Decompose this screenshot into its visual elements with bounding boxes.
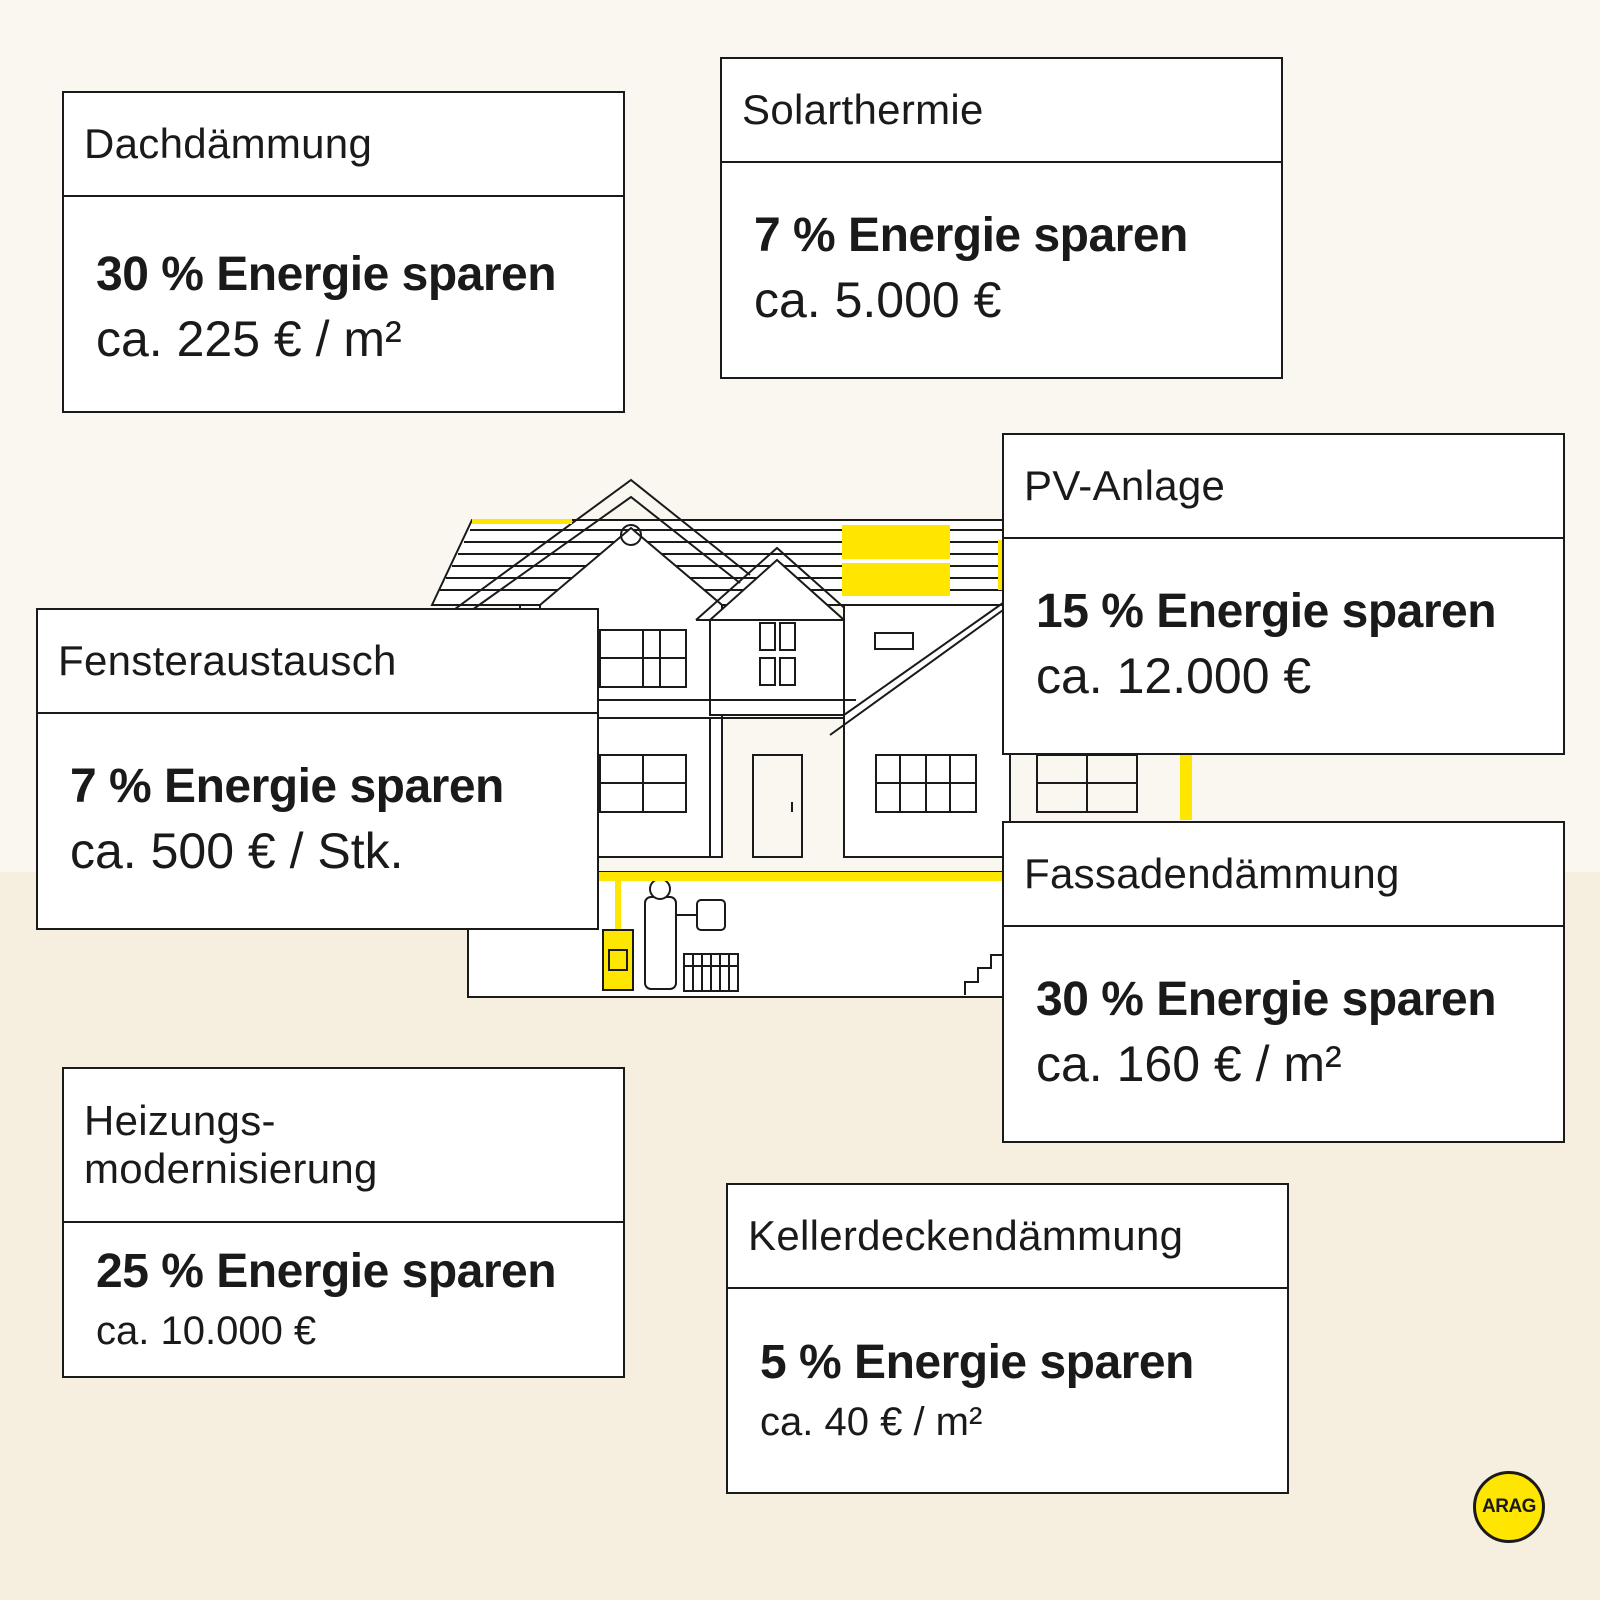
facade-insulation-highlight: [1180, 745, 1192, 820]
cost-text: ca. 12.000 €: [1036, 648, 1312, 705]
savings-text: 30 % Energie sparen: [1036, 973, 1497, 1027]
card-body: [1004, 927, 1563, 1141]
cost-text: ca. 160 € / m²: [1036, 1036, 1342, 1093]
card-title: Fensteraustausch: [38, 610, 597, 714]
card-title: Solarthermie: [722, 59, 1281, 163]
savings-text: 7 % Energie sparen: [70, 760, 504, 814]
card-title: PV-Anlage: [1004, 435, 1563, 539]
card-body: [38, 714, 597, 928]
heating-boiler: [603, 930, 633, 990]
water-tank: [645, 897, 676, 989]
card-solar-thermal: [720, 57, 1283, 379]
card-body: [728, 1289, 1287, 1492]
card-title: Fassadendämmung: [1004, 823, 1563, 927]
savings-text: 30 % Energie sparen: [96, 248, 557, 302]
cost-text: ca. 40 € / m²: [760, 1399, 983, 1444]
cost-text: ca. 500 € / Stk.: [70, 823, 404, 880]
front-door: [753, 755, 802, 857]
savings-text: 15 % Energie sparen: [1036, 585, 1497, 639]
card-heating-modernization: [62, 1067, 625, 1378]
card-facade-insulation: [1002, 821, 1565, 1143]
card-body: [64, 1223, 623, 1376]
card-body: [722, 163, 1281, 377]
right-wing-wall: [844, 605, 1010, 857]
card-title-line1: Heizungs-: [84, 1096, 276, 1144]
card-roof-insulation: [62, 91, 625, 413]
heating-pipe: [615, 881, 621, 931]
basement-ceiling-highlight: [590, 872, 1010, 881]
savings-text: 25 % Energie sparen: [96, 1245, 557, 1299]
card-body: [64, 197, 623, 411]
cost-text: ca. 10.000 €: [96, 1308, 317, 1353]
savings-text: 5 % Energie sparen: [760, 1336, 1194, 1390]
roof-insulation-highlight: [472, 519, 572, 524]
card-basement-ceiling-insulation: [726, 1183, 1289, 1494]
card-window-replacement: [36, 608, 599, 930]
savings-text: 7 % Energie sparen: [754, 209, 1188, 263]
card-pv-system: [1002, 433, 1565, 755]
cost-text: ca. 225 € / m²: [96, 311, 402, 368]
cost-text: ca. 5.000 €: [754, 272, 1002, 329]
card-body: [1004, 539, 1563, 753]
solar-panel-bottom: [842, 563, 950, 596]
card-title: Kellerdeckendämmung: [728, 1185, 1287, 1289]
arag-logo: ARAG: [1473, 1471, 1545, 1543]
card-title-line2: modernisierung: [84, 1145, 378, 1192]
card-title: Dachdämmung: [64, 93, 623, 197]
buffer-tank: [697, 900, 725, 930]
card-title: [64, 1069, 623, 1223]
solar-panel-top: [842, 525, 950, 559]
